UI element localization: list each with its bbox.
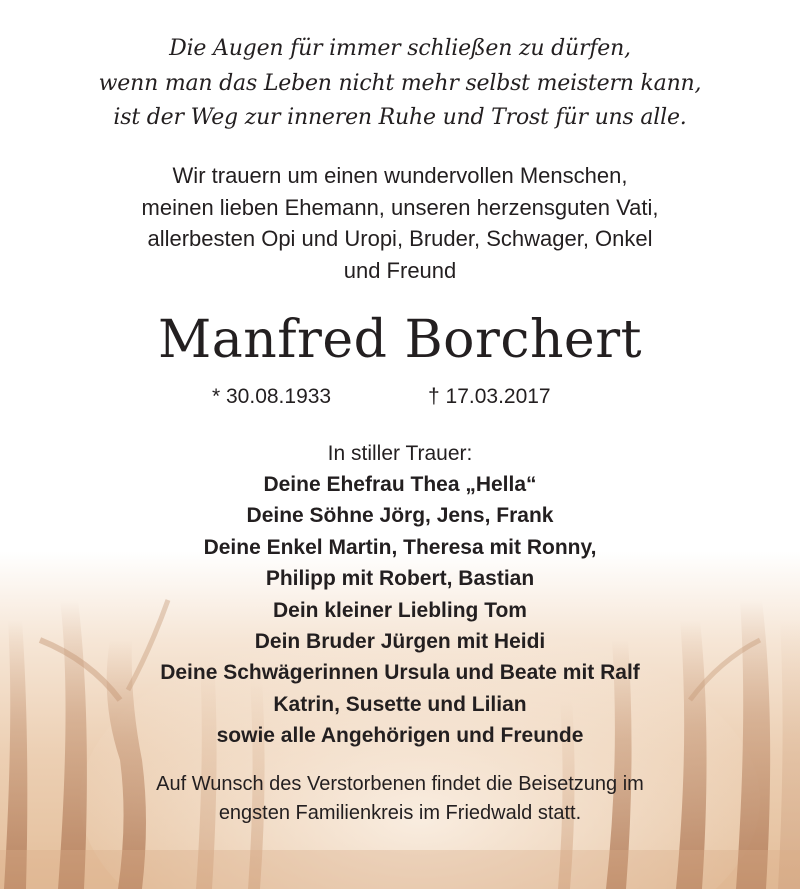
- poem-line: wenn man das Leben nicht mehr selbst meistern kann,: [98, 70, 702, 96]
- burial-note: [0, 770, 800, 828]
- mourning-statement: [0, 160, 800, 286]
- mourners-intro: In stiller Trauer:: [327, 442, 473, 465]
- mourner-line: sowie alle Angehörigen und Freunde: [216, 724, 584, 748]
- mourner-line: Philipp mit Robert, Bastian: [265, 567, 535, 591]
- mourner-line: Katrin, Susette und Lilian: [273, 692, 527, 716]
- mourner-line: Deine Ehefrau Thea „Hella“: [263, 473, 537, 496]
- mourning-line: Wir trauern um einen wundervollen Menschen,: [172, 163, 628, 188]
- mourner-line: Deine Schwägerinnen Ursula und Beate mit Ralf: [160, 661, 640, 685]
- death-date: † 17.03.2017: [428, 385, 551, 408]
- mourner-line: Dein Bruder Jürgen mit Heidi: [254, 630, 546, 654]
- mourning-line: meinen lieben Ehemann, unseren herzensguten Vati,: [141, 194, 659, 220]
- mourner-line: Dein kleiner Liebling Tom: [273, 598, 527, 622]
- mourner-line: Deine Söhne Jörg, Jens, Frank: [246, 504, 554, 528]
- mourners-list: [0, 469, 800, 752]
- poem-line: ist der Weg zur inneren Ruhe und Trost für uns alle.: [113, 105, 687, 130]
- memorial-poem: [0, 32, 800, 136]
- deceased-name: Manfred Borchert: [158, 310, 642, 370]
- burial-note-line: Auf Wunsch des Verstorbenen findet die Beisetzung im: [156, 773, 644, 795]
- poem-line: Die Augen für immer schließen zu dürfen,: [169, 36, 631, 61]
- mourning-line: und Freund: [343, 257, 457, 283]
- burial-note-line: engsten Familienkreis im Friedwald statt.: [218, 802, 582, 824]
- mourner-line: Deine Enkel Martin, Theresa mit Ronny,: [203, 535, 597, 559]
- mourning-line: allerbesten Opi und Uropi, Bruder, Schwager, Onkel: [147, 226, 653, 251]
- birth-date: * 30.08.1933: [212, 385, 332, 408]
